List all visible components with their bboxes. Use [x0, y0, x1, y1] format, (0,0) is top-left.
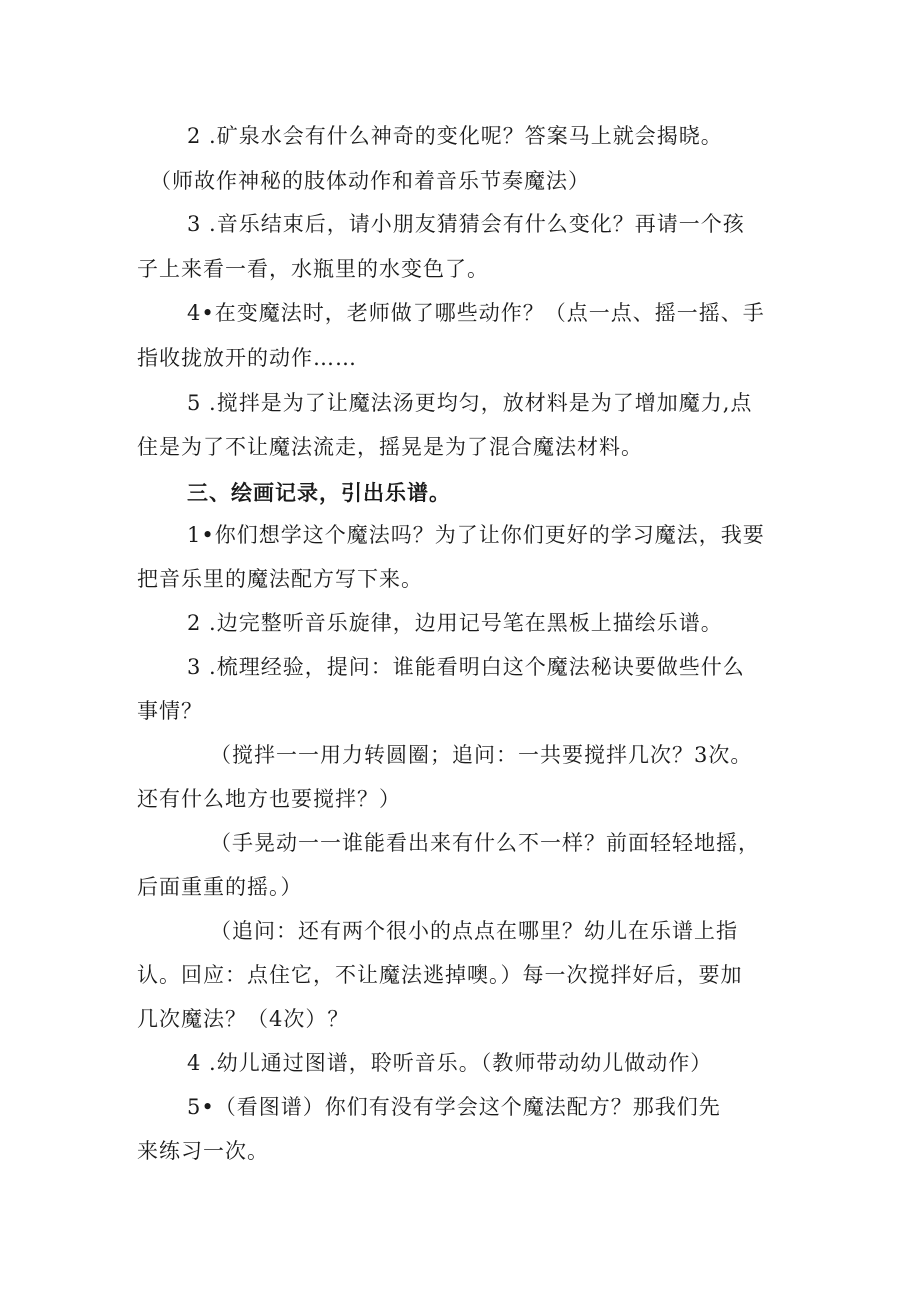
paragraph-line-dot-note-cont: 认。回应：点住它，不让魔法逃掉噢。）每一次搅拌好后，要加	[137, 963, 743, 987]
paragraph-line-step-3b-cont: 事情？	[137, 699, 203, 723]
paragraph-line-step-1-cont: 把音乐里的魔法配方写下来。	[137, 567, 423, 591]
paragraph-line-shake-note: （手晃动一一谁能看出来有什么不一样？前面轻轻地摇，	[210, 831, 760, 855]
paragraph-line-step-3b: 3 .梳理经验，提问：谁能看明白这个魔法秘诀要做些什么	[187, 655, 745, 679]
paragraph-line-step-5-cont: 住是为了不让魔法流走，摇晃是为了混合魔法材料。	[137, 435, 643, 459]
paragraph-line-step-3: 3 .音乐结束后，请小朋友猜猜会有什么变化？再请一个孩	[187, 212, 745, 236]
paragraph-line-step-4-cont: 指收拢放开的动作……	[137, 346, 357, 370]
paragraph-line-stir-note-cont: 还有什么地方也要搅拌？）	[137, 787, 401, 811]
paragraph-line-step-1: 1•你们想学这个魔法吗？为了让你们更好的学习魔法，我要	[187, 523, 765, 547]
paragraph-line-step-5b: 5•（看图谱）你们有没有学会这个魔法配方？那我们先	[187, 1095, 721, 1119]
paragraph-line-dot-note-end: 几次魔法？（4次）？	[137, 1007, 350, 1031]
paragraph-line-stir-note: （搅拌一一用力转圆圈；追问：一共要搅拌几次？3次。	[210, 743, 753, 767]
paragraph-line-stage-note: （师故作神秘的肢体动作和着音乐节奏魔法）	[150, 169, 590, 193]
paragraph-line-shake-note-cont: 后面重重的摇。）	[137, 875, 303, 899]
paragraph-line-step-2b: 2 .边完整听音乐旋律，边用记号笔在黑板上描绘乐谱。	[187, 611, 723, 635]
paragraph-line-step-2: 2 .矿泉水会有什么神奇的变化呢？答案马上就会揭晓。	[187, 124, 723, 148]
paragraph-line-step-4: 4•在变魔法时，老师做了哪些动作？（点一点、摇一摇、手	[187, 301, 765, 325]
paragraph-line-step-5b-cont: 来练习一次。	[137, 1139, 269, 1163]
section-heading: 三、绘画记录，引出乐谱。	[187, 481, 451, 505]
paragraph-line-step-5: 5 .搅拌是为了让魔法汤更均匀，放材料是为了增加魔力,点	[187, 391, 753, 415]
paragraph-line-dot-note: （追问：还有两个很小的点点在哪里？幼儿在乐谱上指	[210, 919, 738, 943]
paragraph-line-step-4b: 4 .幼儿通过图谱，聆听音乐。（教师带动幼儿做动作）	[187, 1051, 713, 1075]
paragraph-line-step-3-cont: 子上来看一看，水瓶里的水变色了。	[137, 257, 489, 281]
